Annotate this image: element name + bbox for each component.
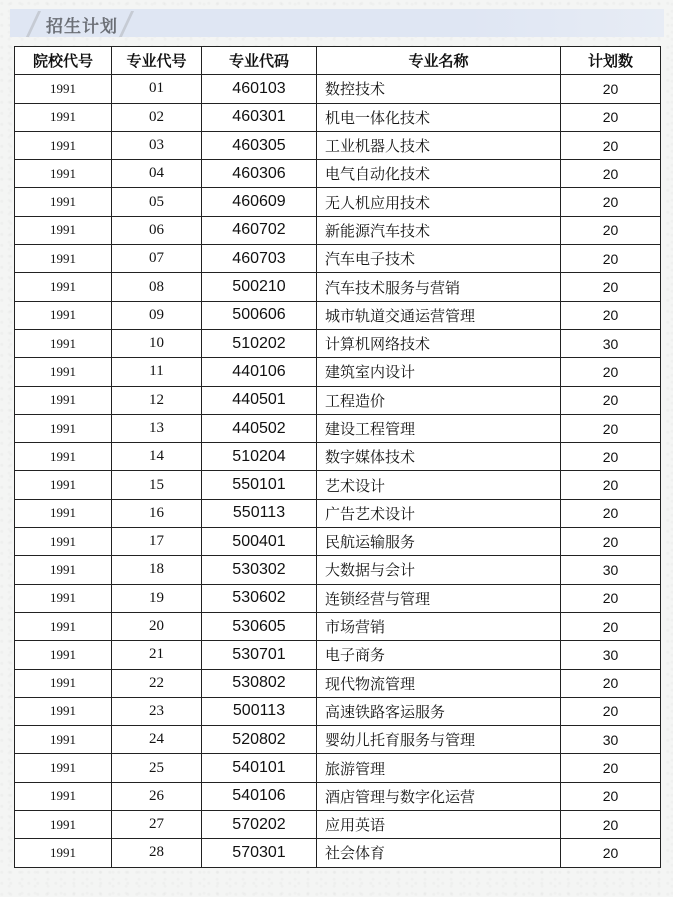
cell-major-name: 现代物流管理 [317,669,561,697]
cell-school-code: 1991 [15,245,112,273]
cell-major-code: 540106 [202,782,317,810]
cell-major-name: 市场营销 [317,612,561,640]
cell-major-seq: 05 [112,188,202,216]
cell-major-code: 500210 [202,273,317,301]
cell-major-code: 440502 [202,414,317,442]
cell-major-code: 550113 [202,499,317,527]
cell-major-seq: 18 [112,556,202,584]
cell-plan-count: 20 [561,697,661,725]
cell-plan-count: 20 [561,414,661,442]
cell-major-name: 机电一体化技术 [317,103,561,131]
cell-plan-count: 20 [561,443,661,471]
cell-major-code: 540101 [202,754,317,782]
table-row [15,499,661,527]
cell-school-code: 1991 [15,103,112,131]
cell-major-seq: 16 [112,499,202,527]
cell-plan-count: 20 [561,811,661,839]
cell-major-name: 艺术设计 [317,471,561,499]
cell-major-code: 570202 [202,811,317,839]
table-row [15,811,661,839]
table-row [15,641,661,669]
cell-major-seq: 03 [112,131,202,159]
cell-major-code: 530701 [202,641,317,669]
table-row [15,386,661,414]
cell-major-name: 建设工程管理 [317,414,561,442]
cell-plan-count: 20 [561,528,661,556]
cell-major-code: 440106 [202,358,317,386]
cell-major-seq: 20 [112,612,202,640]
cell-major-code: 460301 [202,103,317,131]
cell-plan-count: 30 [561,329,661,357]
cell-school-code: 1991 [15,839,112,867]
table-row [15,612,661,640]
cell-school-code: 1991 [15,584,112,612]
cell-plan-count: 20 [561,131,661,159]
cell-major-name: 计算机网络技术 [317,329,561,357]
cell-plan-count: 20 [561,188,661,216]
table-header-row [15,47,661,75]
cell-major-name: 汽车技术服务与营销 [317,273,561,301]
cell-major-code: 500606 [202,301,317,329]
cell-major-seq: 26 [112,782,202,810]
header-major-code: 专业代码 [202,47,317,75]
cell-plan-count: 20 [561,499,661,527]
cell-major-name: 工业机器人技术 [317,131,561,159]
cell-school-code: 1991 [15,131,112,159]
table-row [15,471,661,499]
cell-major-seq: 22 [112,669,202,697]
cell-school-code: 1991 [15,386,112,414]
cell-major-code: 460609 [202,188,317,216]
cell-plan-count: 20 [561,103,661,131]
cell-school-code: 1991 [15,499,112,527]
cell-major-name: 数控技术 [317,75,561,103]
section-header [10,9,664,37]
cell-major-name: 高速铁路客运服务 [317,697,561,725]
cell-plan-count: 20 [561,782,661,810]
cell-school-code: 1991 [15,754,112,782]
cell-major-name: 汽车电子技术 [317,245,561,273]
cell-plan-count: 30 [561,556,661,584]
cell-school-code: 1991 [15,811,112,839]
table-row [15,358,661,386]
cell-school-code: 1991 [15,329,112,357]
header-major-seq: 专业代号 [112,47,202,75]
cell-plan-count: 20 [561,245,661,273]
cell-major-name: 民航运输服务 [317,528,561,556]
header-school-code: 院校代号 [15,47,112,75]
cell-plan-count: 30 [561,726,661,754]
cell-major-code: 520802 [202,726,317,754]
cell-major-name: 工程造价 [317,386,561,414]
cell-major-name: 电子商务 [317,641,561,669]
cell-school-code: 1991 [15,556,112,584]
cell-major-code: 550101 [202,471,317,499]
cell-plan-count: 30 [561,641,661,669]
cell-major-seq: 14 [112,443,202,471]
cell-major-code: 460305 [202,131,317,159]
cell-major-seq: 08 [112,273,202,301]
cell-major-name: 新能源汽车技术 [317,216,561,244]
cell-major-code: 440501 [202,386,317,414]
cell-plan-count: 20 [561,160,661,188]
cell-major-code: 460306 [202,160,317,188]
cell-major-name: 电气自动化技术 [317,160,561,188]
cell-major-code: 530802 [202,669,317,697]
table-row [15,556,661,584]
cell-school-code: 1991 [15,160,112,188]
header-slash-decoration [26,11,41,37]
cell-school-code: 1991 [15,273,112,301]
cell-plan-count: 20 [561,358,661,386]
cell-plan-count: 20 [561,301,661,329]
cell-plan-count: 20 [561,471,661,499]
cell-major-seq: 25 [112,754,202,782]
cell-major-seq: 04 [112,160,202,188]
cell-major-seq: 27 [112,811,202,839]
cell-major-name: 建筑室内设计 [317,358,561,386]
cell-major-name: 旅游管理 [317,754,561,782]
table-row [15,301,661,329]
table-row [15,160,661,188]
cell-school-code: 1991 [15,414,112,442]
table-body [15,75,661,867]
table-row [15,273,661,301]
cell-school-code: 1991 [15,188,112,216]
cell-major-seq: 01 [112,75,202,103]
cell-major-seq: 12 [112,386,202,414]
cell-plan-count: 20 [561,273,661,301]
header-plan-count: 计划数 [561,47,661,75]
cell-major-name: 广告艺术设计 [317,499,561,527]
cell-major-seq: 21 [112,641,202,669]
cell-major-name: 无人机应用技术 [317,188,561,216]
cell-major-code: 530302 [202,556,317,584]
cell-school-code: 1991 [15,782,112,810]
table-row [15,414,661,442]
cell-school-code: 1991 [15,641,112,669]
cell-major-seq: 23 [112,697,202,725]
cell-major-code: 460703 [202,245,317,273]
cell-school-code: 1991 [15,75,112,103]
cell-plan-count: 20 [561,216,661,244]
table-row [15,245,661,273]
cell-major-code: 500401 [202,528,317,556]
table-row [15,131,661,159]
cell-major-seq: 11 [112,358,202,386]
cell-major-code: 530602 [202,584,317,612]
table-row [15,329,661,357]
table-row [15,188,661,216]
cell-major-seq: 02 [112,103,202,131]
cell-school-code: 1991 [15,471,112,499]
header-major-name: 专业名称 [317,47,561,75]
cell-school-code: 1991 [15,358,112,386]
enrollment-plan-table [14,46,661,868]
cell-major-code: 570301 [202,839,317,867]
header-slash-decoration [119,11,134,37]
section-title: 招生计划 [46,17,118,37]
cell-school-code: 1991 [15,726,112,754]
cell-major-code: 530605 [202,612,317,640]
cell-school-code: 1991 [15,697,112,725]
cell-plan-count: 20 [561,386,661,414]
cell-major-seq: 13 [112,414,202,442]
cell-school-code: 1991 [15,612,112,640]
table-row [15,697,661,725]
table-row [15,584,661,612]
table-row [15,754,661,782]
cell-major-seq: 15 [112,471,202,499]
cell-major-name: 连锁经营与管理 [317,584,561,612]
cell-major-seq: 28 [112,839,202,867]
cell-plan-count: 20 [561,754,661,782]
cell-plan-count: 20 [561,669,661,697]
cell-major-seq: 24 [112,726,202,754]
table-row [15,528,661,556]
cell-major-name: 酒店管理与数字化运营 [317,782,561,810]
table-row [15,75,661,103]
table-row [15,726,661,754]
cell-major-name: 婴幼儿托育服务与管理 [317,726,561,754]
cell-major-seq: 19 [112,584,202,612]
cell-major-name: 大数据与会计 [317,556,561,584]
cell-major-code: 460702 [202,216,317,244]
cell-major-seq: 07 [112,245,202,273]
cell-major-code: 510204 [202,443,317,471]
cell-major-name: 城市轨道交通运营管理 [317,301,561,329]
table-row [15,103,661,131]
cell-school-code: 1991 [15,669,112,697]
table-row [15,216,661,244]
cell-major-seq: 06 [112,216,202,244]
cell-plan-count: 20 [561,75,661,103]
cell-major-code: 500113 [202,697,317,725]
cell-major-name: 数字媒体技术 [317,443,561,471]
cell-major-seq: 09 [112,301,202,329]
table-row [15,782,661,810]
cell-major-seq: 17 [112,528,202,556]
cell-school-code: 1991 [15,443,112,471]
cell-major-code: 510202 [202,329,317,357]
cell-plan-count: 20 [561,612,661,640]
cell-plan-count: 20 [561,584,661,612]
table-row [15,839,661,867]
cell-school-code: 1991 [15,301,112,329]
table-row [15,443,661,471]
cell-major-name: 社会体育 [317,839,561,867]
cell-major-seq: 10 [112,329,202,357]
cell-school-code: 1991 [15,216,112,244]
cell-plan-count: 20 [561,839,661,867]
table-row [15,669,661,697]
cell-major-code: 460103 [202,75,317,103]
cell-school-code: 1991 [15,528,112,556]
cell-major-name: 应用英语 [317,811,561,839]
